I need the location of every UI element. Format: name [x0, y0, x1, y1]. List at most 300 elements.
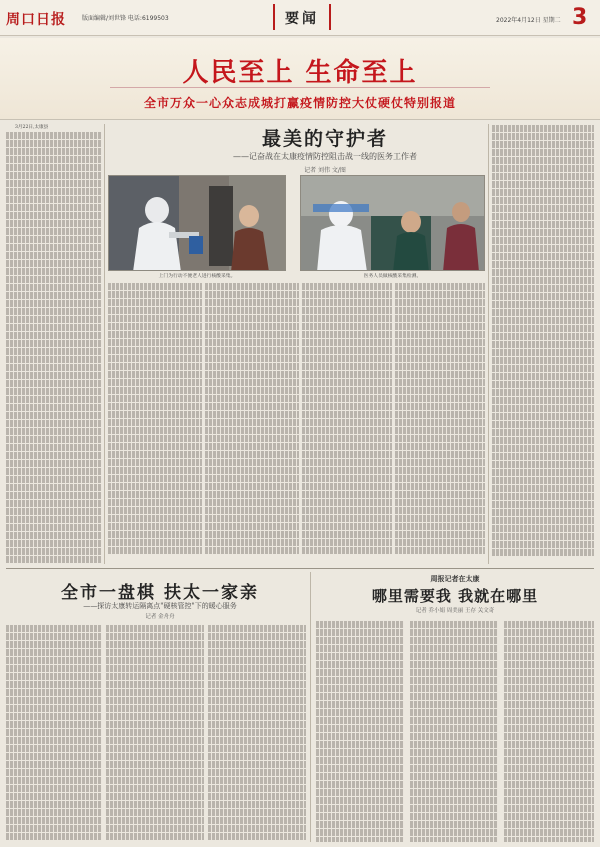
text-block	[492, 453, 594, 460]
text-block	[6, 340, 102, 347]
text-block	[492, 269, 594, 276]
lower-right-kicker: 周报记者在太康	[430, 575, 480, 583]
text-block	[6, 140, 102, 147]
text-block	[492, 501, 594, 508]
text-block	[6, 252, 102, 259]
text-block	[492, 245, 594, 252]
text-block	[492, 157, 594, 164]
page-number: 3	[572, 5, 588, 30]
text-block	[410, 725, 498, 732]
text-block	[6, 260, 102, 267]
section-label-frame	[273, 4, 331, 30]
photo-illustration	[301, 176, 485, 271]
text-block	[6, 276, 102, 283]
text-block	[106, 641, 204, 648]
text-block	[208, 825, 306, 832]
text-block	[492, 389, 594, 396]
text-block	[108, 459, 202, 466]
text-block	[395, 323, 485, 330]
text-block	[108, 339, 202, 346]
text-block	[410, 797, 498, 804]
text-block	[492, 349, 594, 356]
article-column-right	[492, 124, 594, 564]
text-block	[6, 268, 102, 275]
text-block	[205, 387, 299, 394]
text-block	[504, 693, 594, 700]
text-block	[106, 681, 204, 688]
text-block	[6, 769, 102, 776]
text-block	[395, 467, 485, 474]
text-block	[108, 531, 202, 538]
text-block	[395, 331, 485, 338]
text-block	[6, 777, 102, 784]
text-block	[504, 837, 594, 842]
article-column-1	[6, 124, 102, 564]
text-block	[504, 725, 594, 732]
text-block	[6, 737, 102, 744]
text-block	[6, 729, 102, 736]
text-block	[205, 363, 299, 370]
text-block	[208, 697, 306, 704]
text-block	[395, 531, 485, 538]
text-block	[6, 745, 102, 752]
banner-rule	[110, 87, 490, 88]
text-block	[395, 515, 485, 522]
text-block	[208, 769, 306, 776]
text-block	[395, 523, 485, 530]
text-block	[205, 371, 299, 378]
text-block	[106, 689, 204, 696]
text-block	[492, 477, 594, 484]
text-block	[410, 829, 498, 836]
text-block	[410, 645, 498, 652]
text-block	[6, 284, 102, 291]
text-block	[205, 547, 299, 554]
text-block	[108, 379, 202, 386]
text-block	[410, 765, 498, 772]
text-block	[410, 805, 498, 812]
text-block	[106, 761, 204, 768]
text-block	[302, 515, 392, 522]
text-block	[316, 773, 404, 780]
text-block	[316, 781, 404, 788]
text-block	[316, 717, 404, 724]
text-block	[108, 315, 202, 322]
text-block	[504, 685, 594, 692]
text-block	[492, 237, 594, 244]
text-block	[302, 443, 392, 450]
text-block	[492, 205, 594, 212]
text-block	[395, 459, 485, 466]
text-block	[492, 541, 594, 548]
text-block	[6, 825, 102, 832]
text-block	[492, 309, 594, 316]
text-block	[492, 365, 594, 372]
lower-right-column	[410, 620, 498, 842]
text-block	[316, 757, 404, 764]
text-block	[108, 491, 202, 498]
text-block	[205, 379, 299, 386]
text-block	[504, 645, 594, 652]
issue-date: 2022年4月12日 星期二	[496, 17, 561, 24]
text-block	[6, 833, 102, 840]
column-divider	[310, 572, 311, 842]
text-block	[108, 427, 202, 434]
text-block	[492, 181, 594, 188]
text-block	[302, 403, 392, 410]
text-block	[395, 435, 485, 442]
text-block	[492, 525, 594, 532]
text-block	[205, 419, 299, 426]
text-block	[492, 197, 594, 204]
text-block	[6, 540, 102, 547]
text-block	[316, 661, 404, 668]
text-block	[205, 531, 299, 538]
text-block	[108, 467, 202, 474]
text-block	[208, 833, 306, 840]
text-block	[410, 629, 498, 636]
text-block	[492, 133, 594, 140]
text-block	[6, 500, 102, 507]
lower-right-column	[316, 620, 404, 842]
text-block	[492, 221, 594, 228]
text-block	[6, 492, 102, 499]
text-block	[316, 629, 404, 636]
text-block	[395, 315, 485, 322]
feature-photo-testing	[300, 175, 485, 271]
text-block	[108, 443, 202, 450]
text-block	[6, 524, 102, 531]
text-block	[6, 556, 102, 563]
text-block	[492, 469, 594, 476]
text-block	[6, 428, 102, 435]
text-block	[208, 689, 306, 696]
text-block	[395, 387, 485, 394]
text-block	[504, 669, 594, 676]
text-block	[208, 793, 306, 800]
text-block	[6, 452, 102, 459]
text-block	[205, 395, 299, 402]
text-block	[302, 299, 392, 306]
text-block	[208, 665, 306, 672]
lower-right-column	[504, 620, 594, 842]
text-block	[302, 331, 392, 338]
lower-left-byline: 记者 金舟舟	[145, 614, 175, 620]
text-block	[208, 745, 306, 752]
text-block	[205, 539, 299, 546]
text-block	[106, 777, 204, 784]
text-block	[316, 797, 404, 804]
text-block	[106, 825, 204, 832]
text-block	[492, 285, 594, 292]
text-block	[108, 435, 202, 442]
lower-right-headline: 哪里需要我 我就在哪里	[371, 587, 539, 605]
text-block	[302, 507, 392, 514]
text-block	[492, 445, 594, 452]
text-block	[410, 749, 498, 756]
text-block	[492, 165, 594, 172]
text-block	[6, 420, 102, 427]
text-block	[108, 331, 202, 338]
text-block	[205, 355, 299, 362]
text-block	[6, 460, 102, 467]
text-block	[106, 673, 204, 680]
text-block	[302, 363, 392, 370]
text-block	[504, 709, 594, 716]
text-block	[504, 677, 594, 684]
text-block	[492, 277, 594, 284]
text-block	[410, 621, 498, 628]
text-block	[504, 821, 594, 828]
text-block	[205, 283, 299, 290]
text-block	[6, 721, 102, 728]
text-block	[6, 220, 102, 227]
text-block	[316, 821, 404, 828]
text-block	[410, 637, 498, 644]
text-block	[492, 341, 594, 348]
text-block	[302, 467, 392, 474]
text-block	[6, 412, 102, 419]
text-block	[410, 669, 498, 676]
text-block	[504, 781, 594, 788]
text-block	[6, 665, 102, 672]
text-block	[108, 299, 202, 306]
section-name: 要闻	[285, 11, 319, 27]
text-block	[395, 363, 485, 370]
text-block	[302, 307, 392, 314]
text-block	[395, 307, 485, 314]
text-block	[205, 339, 299, 346]
text-block	[302, 339, 392, 346]
text-block	[504, 733, 594, 740]
text-block	[316, 813, 404, 820]
text-block	[302, 355, 392, 362]
text-block	[302, 539, 392, 546]
text-block	[108, 411, 202, 418]
text-block	[208, 737, 306, 744]
text-block	[6, 164, 102, 171]
text-block	[205, 499, 299, 506]
text-block	[205, 435, 299, 442]
text-block	[108, 475, 202, 482]
text-block	[395, 411, 485, 418]
text-block	[205, 299, 299, 306]
banner-subheadline: 全市万众一心众志成城打赢疫情防控大仗硬仗特别报道	[143, 96, 456, 110]
newspaper-logo: 周口日报	[6, 12, 66, 28]
special-report-banner	[0, 38, 600, 120]
text-block	[504, 653, 594, 660]
text-block	[6, 548, 102, 555]
text-block	[316, 653, 404, 660]
text-block	[492, 493, 594, 500]
text-block	[504, 773, 594, 780]
text-block	[6, 244, 102, 251]
text-block	[108, 363, 202, 370]
text-block	[316, 621, 404, 628]
text-block	[492, 141, 594, 148]
text-block	[205, 427, 299, 434]
text-block	[6, 793, 102, 800]
text-block	[395, 403, 485, 410]
text-block	[410, 781, 498, 788]
text-block	[395, 499, 485, 506]
text-block	[492, 413, 594, 420]
text-block	[205, 459, 299, 466]
text-block	[6, 228, 102, 235]
column-divider	[104, 124, 105, 564]
text-block	[208, 625, 306, 632]
text-block	[106, 769, 204, 776]
text-block	[6, 801, 102, 808]
text-block	[316, 837, 404, 842]
text-block	[316, 693, 404, 700]
text-block	[205, 291, 299, 298]
text-block	[6, 332, 102, 339]
text-block	[316, 725, 404, 732]
text-block	[492, 213, 594, 220]
text-block	[492, 405, 594, 412]
text-block	[208, 721, 306, 728]
text-block	[208, 729, 306, 736]
text-block	[205, 411, 299, 418]
text-block	[492, 317, 594, 324]
text-block	[6, 436, 102, 443]
text-block	[106, 633, 204, 640]
text-block	[492, 261, 594, 268]
text-block	[302, 291, 392, 298]
text-block	[395, 355, 485, 362]
text-block	[108, 451, 202, 458]
text-block	[302, 483, 392, 490]
text-block	[492, 173, 594, 180]
text-block	[106, 697, 204, 704]
text-block	[395, 379, 485, 386]
text-block	[492, 485, 594, 492]
text-block	[6, 817, 102, 824]
lower-left-column	[208, 624, 306, 842]
text-block	[108, 523, 202, 530]
text-block	[492, 509, 594, 516]
text-block	[316, 749, 404, 756]
text-block	[106, 753, 204, 760]
text-block	[106, 649, 204, 656]
text-block	[395, 539, 485, 546]
text-block	[302, 531, 392, 538]
text-block	[208, 649, 306, 656]
text-block	[410, 773, 498, 780]
text-block	[106, 833, 204, 840]
text-block	[410, 661, 498, 668]
text-block	[504, 757, 594, 764]
text-block	[302, 347, 392, 354]
text-block	[316, 637, 404, 644]
text-block	[208, 785, 306, 792]
feature-body-column	[395, 282, 485, 564]
text-block	[108, 395, 202, 402]
text-block	[205, 403, 299, 410]
text-block	[316, 829, 404, 836]
text-block	[108, 307, 202, 314]
text-block	[6, 753, 102, 760]
text-block	[108, 403, 202, 410]
text-block	[6, 308, 102, 315]
text-block	[302, 395, 392, 402]
masthead	[0, 0, 600, 36]
text-block	[6, 204, 102, 211]
text-block	[492, 437, 594, 444]
text-block	[106, 665, 204, 672]
text-block	[205, 523, 299, 530]
text-block	[302, 379, 392, 386]
text-block	[504, 805, 594, 812]
text-block	[410, 677, 498, 684]
text-block	[492, 301, 594, 308]
text-block	[106, 737, 204, 744]
lower-left-column	[6, 624, 102, 842]
text-block	[316, 765, 404, 772]
text-block	[108, 483, 202, 490]
text-block	[106, 721, 204, 728]
text-block	[108, 355, 202, 362]
text-block	[108, 371, 202, 378]
text-block	[6, 476, 102, 483]
text-block	[492, 333, 594, 340]
text-block	[504, 813, 594, 820]
text-block	[205, 467, 299, 474]
text-block	[6, 132, 102, 139]
text-block	[208, 753, 306, 760]
text-block	[6, 532, 102, 539]
text-block	[108, 539, 202, 546]
column-1-dateline: 3月22日,太康县	[15, 125, 49, 130]
text-block	[395, 419, 485, 426]
text-block	[302, 323, 392, 330]
text-block	[302, 315, 392, 322]
text-block	[395, 371, 485, 378]
text-block	[492, 357, 594, 364]
text-block	[395, 483, 485, 490]
text-block	[316, 805, 404, 812]
text-block	[205, 307, 299, 314]
text-block	[205, 451, 299, 458]
text-block	[208, 761, 306, 768]
feature-byline: 记者 刘伟 文/图	[304, 167, 346, 174]
text-block	[108, 387, 202, 394]
text-block	[208, 817, 306, 824]
text-block	[395, 291, 485, 298]
text-block	[492, 125, 594, 132]
text-block	[6, 761, 102, 768]
text-block	[492, 533, 594, 540]
text-block	[205, 515, 299, 522]
text-block	[6, 324, 102, 331]
text-block	[6, 364, 102, 371]
text-block	[205, 507, 299, 514]
text-block	[492, 253, 594, 260]
text-block	[6, 236, 102, 243]
text-block	[6, 673, 102, 680]
text-block	[492, 381, 594, 388]
text-block	[106, 713, 204, 720]
text-block	[108, 507, 202, 514]
text-block	[6, 156, 102, 163]
text-block	[108, 323, 202, 330]
text-block	[6, 404, 102, 411]
text-block	[504, 621, 594, 628]
lower-right-byline: 记者 乔小娟 周美丽 王存 关文奇	[415, 608, 495, 614]
text-block	[492, 517, 594, 524]
text-block	[6, 633, 102, 640]
